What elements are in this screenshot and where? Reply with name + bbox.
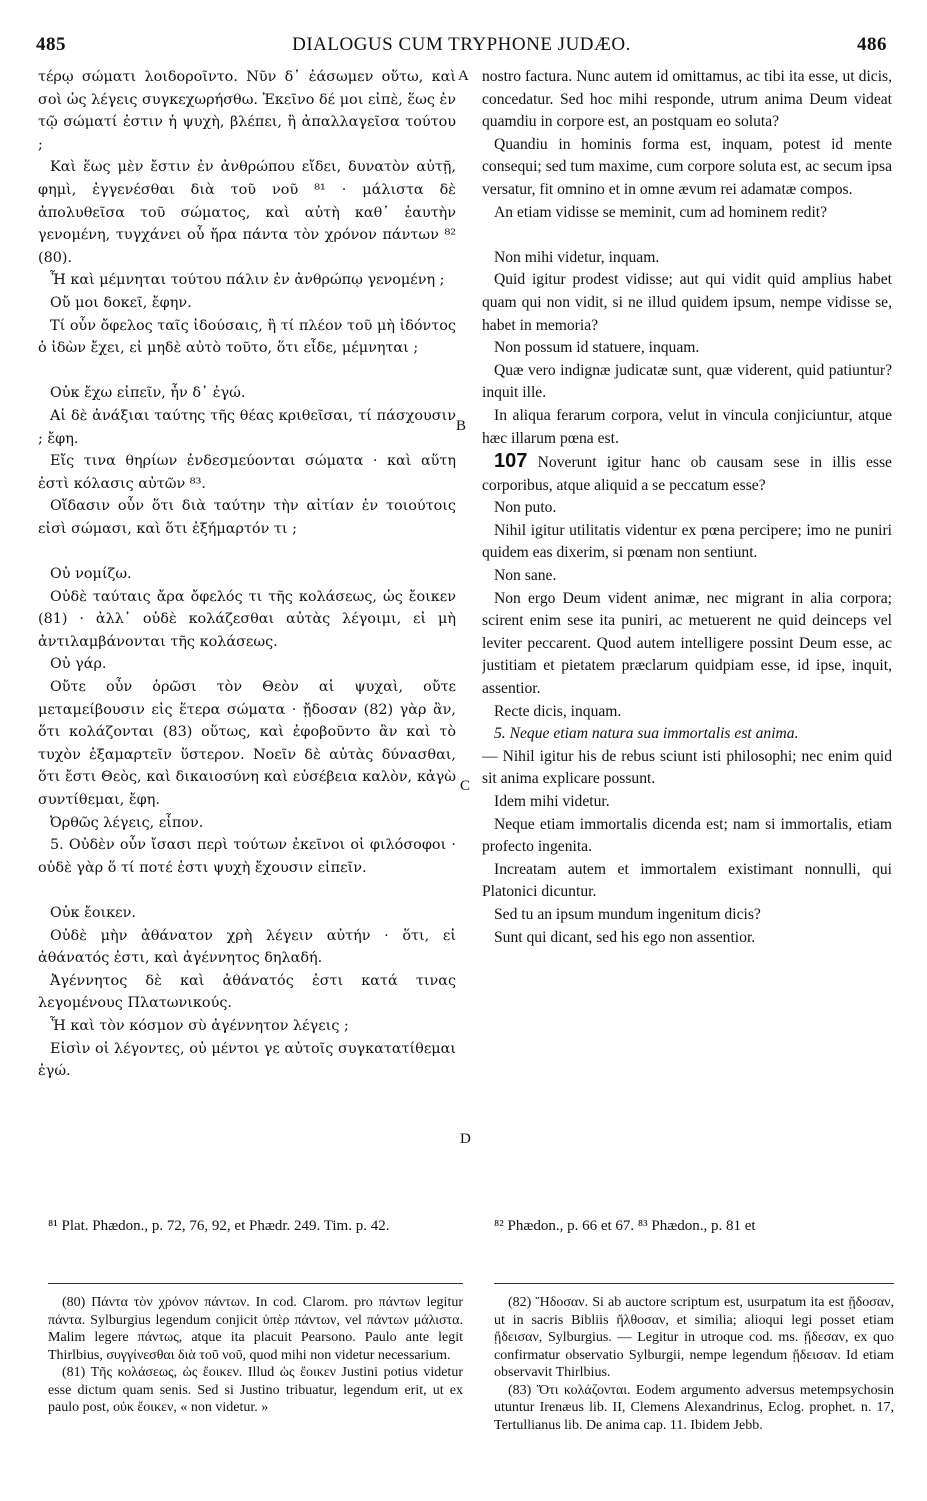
latin-paragraph: nostro factura. Nunc autem id omittamus, ac tibi ita esse, ut dicis, concedatur. Sed hoc mihi responde, utrum anima Deum videat quamdiu in corpore est, an postquam eo soluta? [482, 68, 892, 131]
latin-paragraph: In aliqua ferarum corpora, velut in vincula conjiciuntur, atque hæc illarum pœna est. [482, 406, 892, 447]
latin-paragraph: Neque etiam immortalis dicenda est; nam si immortalis, etiam profecto ingenita. [482, 815, 892, 856]
greek-paragraph: Ἦ καὶ μέμνηται τούτου πάλιν ἐν ἀνθρώπῳ γενομένη ; [50, 272, 445, 289]
editorial-note: (80) Πάντα τὸν χρόνον πάντων. In cod. Clarom. pro πάντων legitur πάντα. Sylburgius legendum conjicit ὑπὲρ πάντων, vel πάντων μάλιστα. Malim legere πάντως, atque ita placuit Pearsono. Paulo ante legit Thirlbius, συγγίνεσθαι διὰ τοῦ νοῦ, quod mihi non videtur necessarium. [48, 1295, 463, 1363]
greek-paragraph: Οὐ γάρ. [50, 656, 107, 673]
greek-paragraph: Ὀρθῶς λέγεις, εἶπον. [50, 814, 204, 831]
editorial-note: (83) Ὅτι κολάζονται. Eodem argumento adversus metempsychosin utuntur Irenæus lib. II, Clemens Alexandrinus, Eclog. prophet. n. 17, Tertullianus lib. De anima cap. 11. Ibidem Jebb. [494, 1382, 894, 1433]
section-heading: 5. Neque etiam natura sua immortalis est anima. [494, 725, 799, 743]
greek-paragraph: Καὶ ἕως μὲν ἔστιν ἐν ἀνθρώπου εἴδει, δυνατὸν αὐτῇ, φημὶ, ἐγγενέσθαι διὰ τοῦ νοῦ ⁸¹ · μάλιστα δὲ ἀπολυθεῖσα τοῦ σώματος, καὶ αὐτὴ καθ᾽ ἑαυτὴν γενομένη, τυγχάνει οὗ ἤρα πάντα τὸν χρόνον πάντων ⁸² (80). [38, 159, 456, 266]
editorial-notes-right [494, 1294, 894, 1434]
running-title: DIALOGUS CUM TRYPHONE JUDÆO. [292, 34, 631, 55]
greek-paragraph: Αἱ δὲ ἀνάξιαι ταύτης τῆς θέας κριθεῖσαι, τί πάσχουσιν ; ἔφη. [38, 407, 456, 447]
greek-paragraph: Ἦ καὶ τὸν κόσμον σὺ ἀγέννητον λέγεις ; [50, 1017, 349, 1034]
page-number-right: 486 [857, 34, 887, 55]
latin-paragraph: Non ergo Deum vident animæ, nec migrant in alia corpora; scirent enim sese ita puniri, ac metuerent ne quid deinceps vel leviter peccarent. Quod autem intelligere possint Deum esse, ac justitiam et pietatem præclarum quidpiam esse, id ipse, inquit, assentior. [482, 589, 892, 698]
greek-paragraph: Εἰσὶν οἱ λέγοντες, οὐ μέντοι γε αὐτοῖς συγκατατίθεμαι ἐγώ. [38, 1040, 456, 1080]
greek-paragraph: Εἴς τινα θηρίων ἐνδεσμεύονται σώματα · καὶ αὕτη ἐστὶ κόλασις αὐτῶν ⁸³. [38, 453, 456, 492]
footnote-rule-left [48, 1283, 463, 1284]
margin-letter-a: A [458, 68, 469, 84]
latin-paragraph: Recte dicis, inquam. [494, 702, 622, 720]
margin-letter-d: D [460, 1131, 471, 1147]
editorial-notes-left [48, 1294, 463, 1417]
greek-paragraph: τέρῳ σώματι λοιδοροῖντο. Νῦν δ᾽ ἐάσωμεν οὕτω, καὶ σοὶ ὡς λέγεις συγκεχωρήσθω. Ἐκεῖνο δέ μοι εἰπὲ, ἕως ἐν τῷ σώματί ἐστιν ἡ ψυχὴ, βλέπει, ἢ ἀπαλλαγεῖσα τούτου ; [38, 69, 456, 153]
greek-paragraph: 5. Οὐδὲν οὖν ἴσασι περὶ τούτων ἐκεῖνοι οἱ φιλόσοφοι · οὐδὲ γὰρ ὅ τί ποτέ ἐστι ψυχὴ ἔχουσιν εἰπεῖν. [38, 837, 456, 876]
latin-paragraph: Non possum id statuere, inquam. [494, 339, 700, 357]
latin-paragraph: Non puto. [494, 499, 557, 517]
greek-paragraph: Οὔ μοι δοκεῖ, ἔφην. [50, 294, 192, 311]
latin-paragraph: Sunt qui dicant, sed his ego non assentior. [494, 928, 756, 946]
chapter-number: 107 [494, 450, 528, 473]
source-footnote-right: ⁸² Phædon., p. 66 et 67. ⁸³ Phædon., p. 81 et [494, 1218, 756, 1234]
editorial-note: (81) Τῆς κολάσεως, ὡς ἔοικεν. Illud ὡς ἔοικεν Justini potius videtur esse dictum quam senis. Sed si Justino tribuatur, legendum erit, ut ex paulo post, οὐκ ἔοικεν, « non videtur. » [48, 1365, 463, 1415]
latin-column [482, 66, 892, 1206]
latin-paragraph: An etiam vidisse se meminit, cum ad hominem redit? [494, 203, 828, 221]
latin-paragraph: Non mihi videtur, inquam. [494, 248, 660, 266]
greek-column [38, 66, 456, 1206]
greek-paragraph: Οὐδὲ ταύταις ἄρα ὄφελός τι τῆς κολάσεως, ὡς ἔοικεν (81) · ἀλλ᾽ οὐδὲ κολάζεσθαι αὐτὰς λέγοιμι, εἰ μὴ ἀντιλαμβάνονται τῆς κολάσεως. [38, 588, 456, 650]
margin-letter-b: B [456, 418, 467, 434]
latin-paragraph: Quid igitur prodest vidisse; aut qui vidit quid amplius habet quam qui non vidit, si ne illud quidem ipsum, nempe vidisse se, habet in memoria? [482, 271, 892, 334]
latin-paragraph: Quæ vero indignæ judicatæ sunt, quæ viderent, quid patiuntur? inquit ille. [482, 361, 892, 402]
greek-paragraph: Οὐδὲ μὴν ἀθάνατον χρὴ λέγειν αὐτήν · ὅτι, εἰ ἀθάνατός ἐστι, καὶ ἀγέννητος δηλαδή. [38, 927, 456, 967]
greek-paragraph: Οὐκ ἔοικεν. [50, 904, 136, 921]
latin-paragraph: Nihil igitur utilitatis videntur ex pœna percipere; imo ne puniri quidem eas dixerim, si pœnam non sentiunt. [482, 521, 892, 562]
page-number-left: 485 [36, 34, 66, 55]
editorial-note: (82) Ἤδοσαν. Si ab auctore scriptum est, usurpatum ita est ᾔδοσαν, ut in sacris Bibliis ἤλθοσαν, et similia; alioqui legi posset etiam ᾔδεισαν, Sylburgius. — Legitur in utroque cod. ms. ᾔδεσαν, ex quo confirmatur observatio Sylburgii, nempe legendum ᾔδεισαν. Id etiam observavit Thirlbius. [494, 1295, 894, 1380]
latin-paragraph: Increatam autem et immortalem existimant nonnulli, qui Platonici dicuntur. [482, 860, 892, 901]
greek-paragraph: Τί οὖν ὄφελος ταῖς ἰδούσαις, ἢ τί πλέον τοῦ μὴ ἰδόντος ὁ ἰδὼν ἔχει, εἰ μηδὲ αὐτὸ τοῦτο, ὅτι εἶδε, μέμνηται ; [38, 317, 456, 357]
greek-paragraph: Οὔτε οὖν ὁρῶσι τὸν Θεὸν αἱ ψυχαὶ, οὔτε μεταμείβουσιν εἰς ἕτερα σώματα · ᾔδοσαν (82) γὰρ ἂν, ὅτι κολάζονται (83) οὕτως, καὶ ἐφοβοῦντο ἂν καὶ τὸ τυχὸν ἐξαμαρτεῖν ὕστερον. Νοεῖν δὲ αὐτὰς δύνασθαι, ὅτι ἔστι Θεὸς, καὶ δικαιοσύνη καὶ εὐσέβεια καλὸν, κἀγὼ συντίθεμαι, ἔφη. [38, 679, 456, 808]
running-header [36, 34, 887, 56]
latin-paragraph [482, 450, 892, 497]
margin-letter-c: C [460, 778, 471, 794]
greek-paragraph: Ἀγέννητος δὲ καὶ ἀθάνατός ἐστι κατά τινας λεγομένους Πλατωνικούς. [38, 972, 456, 1012]
greek-paragraph: Οὐκ ἔχω εἰπεῖν, ἦν δ᾽ ἐγώ. [50, 385, 246, 402]
latin-paragraph: — Nihil igitur his de rebus sciunt isti philosophi; nec enim quid sit anima explicare possunt. [482, 747, 892, 788]
greek-paragraph: Οὐ νομίζω. [50, 566, 132, 583]
latin-paragraph-text: Noverunt igitur hanc ob causam sese in illis esse corporibus, atque aliquid a se peccatum esse? [482, 454, 892, 494]
latin-paragraph: Non sane. [494, 567, 557, 585]
greek-paragraph: Οἴδασιν οὖν ὅτι διὰ ταύτην τὴν αἰτίαν ἐν τοιούτοις εἰσὶ σώμασι, καὶ ὅτι ἐξήμαρτόν τι ; [38, 498, 456, 537]
footnote-rule-right [494, 1283, 894, 1284]
source-footnote-left: ⁸¹ Plat. Phædon., p. 72, 76, 92, et Phædr. 249. Tim. p. 42. [48, 1218, 390, 1234]
latin-paragraph: Idem mihi videtur. [494, 793, 610, 810]
latin-paragraph: Sed tu an ipsum mundum ingenitum dicis? [494, 905, 761, 923]
latin-paragraph: Quandiu in hominis forma est, inquam, potest id mente consequi; sed tum maxime, cum corpore soluta est, ac secum ipsa versatur, fit omnino et in omne ævum rei adamatæ compos. [482, 135, 892, 198]
